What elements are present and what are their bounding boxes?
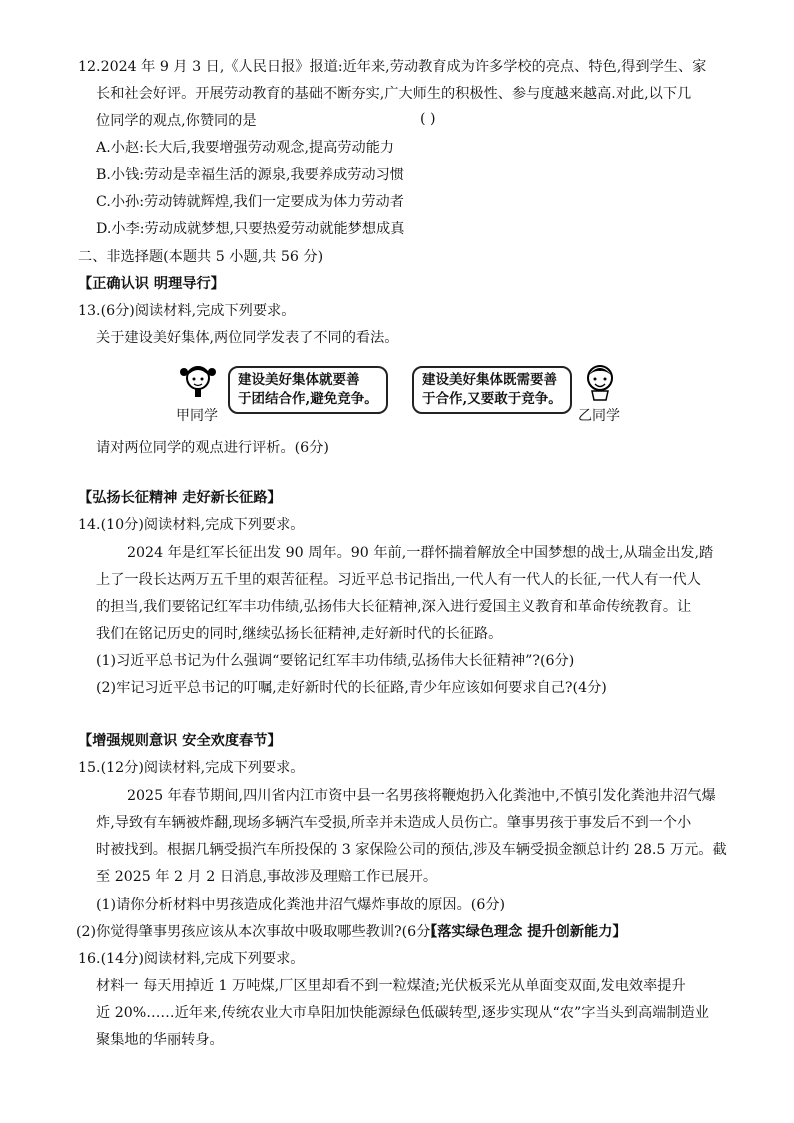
q15-sub-1: (1)请你分析材料中男孩造成化粪池井沼气爆炸事故的原因。(6分) (96, 897, 506, 913)
topic-14-heading: 【弘扬长征精神 走好新长征路】 (78, 490, 282, 506)
q12-option-b: B.小钱:劳动是幸福生活的源泉,我要养成劳动习惯 (96, 167, 404, 183)
bubble-a-line-2: 于团结合作,避免竞争。 (238, 391, 378, 407)
q14-para-line-2: 上了一段长达两万五千里的艰苦征程。习近平总书记指出,一代人有一代人的长征,一代人有一代人 (96, 572, 701, 588)
q14-sub-1: (1)习近平总书记为什么强调“要铭记红军丰功伟绩,弘扬伟大长征精神”?(6分) (96, 653, 575, 669)
q15-para-line-3: 时被找到。根据几辆受损汽车所投保的 3 家保险公司的预估,涉及车辆受损金额总计约 28.5 万元。截 (96, 842, 727, 858)
bubble-a-line-1: 建设美好集体就要善 (238, 372, 360, 388)
q14-stem: 14.(10分)阅读材料,完成下列要求。 (78, 517, 305, 533)
q15-para-line-2: 炸,导致有车辆被炸翻,现场多辆汽车受损,所幸并未造成人员伤亡。肇事男孩于事发后不到一个小 (96, 815, 692, 831)
q12-option-c: C.小孙:劳动铸就辉煌,我们一定要成为体力劳动者 (96, 194, 404, 210)
topic-15-heading: 【增强规则意识 安全欢度春节】 (78, 733, 282, 749)
label-student-a: 甲同学 (176, 408, 218, 424)
q13-question: 请对两位同学的观点进行评析。(6分) (96, 440, 329, 456)
q14-para-line-3: 的担当,我们要铭记红军丰功伟绩,弘扬伟大长征精神,深入进行爱国主义教育和革命传统教育。让 (96, 599, 692, 615)
boy-cartoon-icon (580, 362, 620, 406)
q12-line-1: 12.2024 年 9 月 3 日,《人民日报》报道:近年来,劳动教育成为许多学校的亮点、特色,得到学生、家 (78, 59, 707, 75)
q12-line-2: 长和社会好评。开展劳动教育的基础不断夯实,广大师生的积极性、参与度越来越高.对此,以下几 (96, 86, 692, 102)
bubble-b-line-2: 于合作,又要敢于竞争。 (422, 391, 562, 407)
girl-cartoon-icon (178, 364, 218, 404)
q16-para-line-1: 材料一 每天用掉近 1 万吨煤,厂区里却看不到一粒煤渣;光伏板采光从单面变双面,发电效率提升 (96, 978, 686, 994)
speech-bubble-b (412, 366, 572, 414)
bubble-b-line-1: 建设美好集体既需要善 (422, 372, 557, 388)
q14-sub-2: (2)牢记习近平总书记的叮嘱,走好新时代的长征路,青少年应该如何要求自己?(4分) (96, 680, 607, 696)
q15-para-line-1: 2025 年春节期间,四川省内江市资中县一名男孩将鞭炮扔入化粪池中,不慎引发化粪池井沼气爆 (127, 788, 716, 804)
q14-para-line-1: 2024 年是红军长征出发 90 周年。90 年前,一群怀揣着解放全中国梦想的战士,从瑞金出发,踏 (127, 545, 714, 561)
section-2-title: 二、非选择题(本题共 5 小题,共 56 分) (78, 249, 324, 265)
q12-answer-paren: ( ) (420, 111, 436, 127)
q12-option-a: A.小赵:长大后,我要增强劳动观念,提高劳动能力 (96, 140, 395, 156)
speech-bubble-a (228, 366, 388, 414)
q13-stem: 13.(6分)阅读材料,完成下列要求。 (78, 303, 296, 319)
q16-para-line-2: 近 20%……近年来,传统农业大市阜阳加快能源绿色低碳转型,逐步实现从“农”字当头到高端制造业 (96, 1005, 709, 1021)
q13-intro: 关于建设美好集体,两位同学发表了不同的看法。 (96, 330, 399, 346)
q12-option-d: D.小李:劳动成就梦想,只要热爱劳动就能梦想成真 (96, 221, 405, 237)
q14-para-line-4: 我们在铭记历史的同时,继续弘扬长征精神,走好新时代的长征路。 (96, 626, 503, 642)
q15-para-line-4: 至 2025 年 2 月 2 日消息,事故涉及理赔工作已展开。 (96, 869, 438, 885)
topic-13-heading: 【正确认识 明理导行】 (78, 276, 225, 292)
topic-16-heading: 【落实绿色理念 提升创新能力】 (423, 924, 627, 940)
q12-line-3: 位同学的观点,你赞同的是 (96, 113, 257, 129)
q15-stem: 15.(12分)阅读材料,完成下列要求。 (78, 760, 305, 776)
q15-sub-2: (2)你觉得肇事男孩应该从本次事故中吸取哪些教训?(6分) (76, 924, 436, 940)
label-student-b: 乙同学 (578, 408, 620, 424)
q16-para-line-3: 聚集地的华丽转身。 (96, 1032, 224, 1048)
q16-stem: 16.(14分)阅读材料,完成下列要求。 (78, 951, 305, 967)
